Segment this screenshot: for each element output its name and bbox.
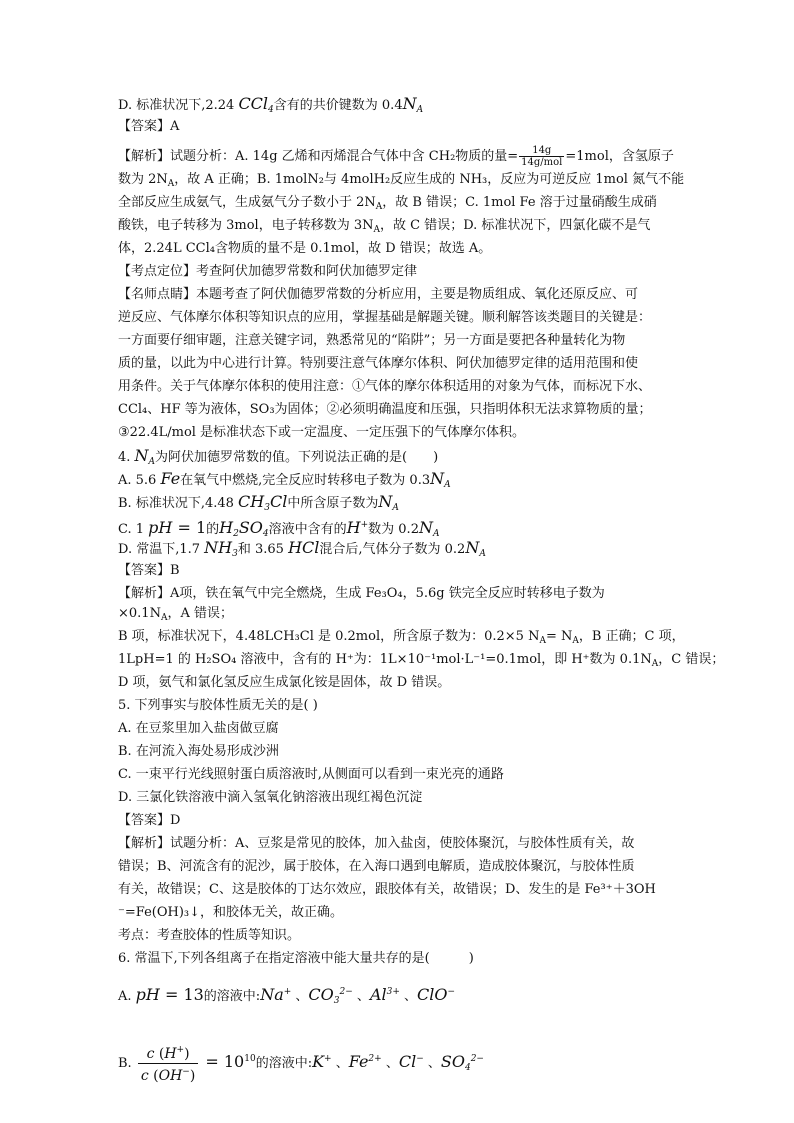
question-5: 5. 下列事实与胶体性质无关的是( ) [118, 698, 318, 713]
analysis-line-2: 数为 $2N_A$，故 A 正确；B. 1molN₂与 4molH₂反应生成的 NH₃，反应为可逆反应 1mol 氮气不能 [118, 172, 685, 189]
text: 含有的共价键数为 0.4 [273, 98, 403, 113]
answer-4: 【答案】B [118, 563, 180, 578]
explain-5-line-1: 【解析】试题分析：A、豆浆是常见的胶体，加入盐卤，使胶体聚沉，与胶体性质有关，故 [118, 836, 635, 851]
explain-5-line-4: ⁻=Fe(OH)₃↓，和胶体无关，故正确。 [118, 905, 343, 920]
mingshi-line-2: 逆反应、气体摩尔体积等知识点的应用，掌握基础是解题关键。顺利解答该类题目的关键是： [118, 310, 652, 325]
mingshi-line-7: ③22.4L/mol 是标准状态下或一定温度、一定压强下的气体摩尔体积。 [118, 425, 526, 440]
question-5-option-a: A. 在豆浆里加入盐卤做豆腐 [118, 721, 279, 736]
explain-5-line-2: 错误；B、河流含有的泥沙，属于胶体，在入海口遇到电解质，造成胶体聚沉，与胶体性质 [118, 859, 635, 874]
explain-4-line-3: B 项，标准状况下，4.48LCH₃Cl 是 0.2mol，所含原子数为：0.2×5 $N_A= N_A$，B 正确；C 项， [118, 629, 685, 646]
mingshi-line-3: 一方面要仔细审题，注意关键字词，熟悉常见的“陷阱”；另一方面是要把各种量转化为物 [118, 333, 626, 348]
analysis-line-3: 全部反应生成氨气，生成氨气分子数小于 $2N_A$，故 B 错误；C. 1mol Fe 溶于过量硝酸生成硝 [118, 195, 657, 212]
kaodian-line: 【考点定位】考查阿伏加德罗常数和阿伏加德罗定律 [118, 264, 418, 279]
explain-4-line-4: 1LpH=1 的 H₂SO₄ 溶液中，含有的 H⁺为：1L×10⁻¹mol·L⁻¹=0.1mol，即 H⁺数为 $0.1N_A$，C 错误； [118, 652, 725, 669]
mingshi-line-4: 质的量，以此为中心进行计算。特别要注意气体摩尔体积、阿伏加德罗定律的适用范围和使 [118, 356, 639, 371]
question-5-option-c: C. 一束平行光线照射蛋白质溶液时,从侧面可以看到一束光亮的通路 [118, 767, 504, 782]
mingshi-line-6: CCl₄、HF 等为液体，SO₃为固体；②必须明确温度和压强，只指明体积无法求算物质的量； [118, 402, 652, 417]
question-5-option-b: B. 在河流入海处易形成沙洲 [118, 744, 279, 759]
analysis-line-1: 【解析】试题分析：A. 14g 乙烯和丙烯混合气体中含 CH₂物质的量= $\frac{14g}{\text{14g/mol}}$ =1mol，含氢原子 [118, 145, 674, 168]
question-6: 6. 常温下,下列各组离子在指定溶液中能大量共存的是( ) [118, 951, 474, 966]
fraction-h-oh: $\frac{c (H^+)}{c (OH^-)}$ [138, 1042, 198, 1085]
question-4-option-b: B. 标准状况下,4.48 $CH_3Cl$中所含原子数为$N_A$ [118, 492, 399, 513]
question-4-option-a: A. 5.6 Fe在氧气中燃烧,完全反应时转移电子数为 $0.3N_A$ [118, 469, 451, 490]
fraction-14g: $\frac{14g}{\text{14g/mol}}$ [521, 145, 563, 168]
answer-line: 【答案】A [118, 119, 180, 134]
explain-4-line-5: D 项，氨气和氯化氢反应生成氯化铵是固体，故 D 错误。 [118, 675, 451, 690]
text: D. 标准状况下,2.24 [118, 98, 239, 113]
explain-4-line-2: $\times 0.1N_A$，A 错误； [118, 606, 233, 623]
answer-5: 【答案】D [118, 813, 181, 828]
question-4: 4. $N_A$为阿伏加德罗常数的值。下列说法正确的是( ) [118, 446, 439, 467]
explain-5-line-5: 考点：考查胶体的性质等知识。 [118, 928, 301, 943]
formula-ccl4: CCl$_4$ [238, 94, 274, 115]
question-6-option-a: A. pH = 13的溶液中:Na+ 、$CO_3^{2-}$ 、$Al^{3+}$ 、ClO− [118, 985, 456, 1006]
formula-na: $N_A$ [402, 94, 424, 115]
question-4-option-d: D. 常温下,1.7 $NH_3$和 3.65 HCl混合后,气体分子数为 $0.2N_A$ [118, 538, 486, 559]
mingshi-line-1: 【名师点睛】本题考查了阿伏伽德罗常数的分析应用，主要是物质组成、氧化还原反应、可 [118, 287, 639, 302]
explain-5-line-3: 有关，故错误；C、这是胶体的丁达尔效应，跟胶体有关，故错误；D、发生的是 Fe³⁺＋3OH [118, 882, 656, 897]
question-4-option-c: C. 1 pH = 1的$H_2SO_4$溶液中含有的H+数为 $0.2N_A$ [118, 518, 440, 539]
analysis-line-4: 酸铁，电子转移为 3mol，电子转移数为 $3N_A$，故 C 错误；D. 标准状况下，四氯化碳不是气 [118, 218, 651, 235]
question-5-option-d: D. 三氯化铁溶液中滴入氢氧化钠溶液出现红褐色沉淀 [118, 790, 423, 805]
explain-4-line-1: 【解析】A项，铁在氧气中完全燃烧，生成 Fe₃O₄，5.6g 铁完全反应时转移电子数为 [118, 586, 605, 601]
mingshi-line-5: 用条件。关于气体摩尔体积的使用注意：①气体的摩尔体积适用的对象为气体，而标况下水、 [118, 379, 652, 394]
question-6-option-b: B. $\frac{c (H^+)}{c (OH^-)}$ = $10^{10}$的溶液中:K+ 、$Fe^{2+}$ 、Cl− 、$SO_4^{2-}$ [118, 1042, 484, 1085]
analysis-line-5: 体，2.24L CCl₄含物质的量不是 0.1mol，故 D 错误；故选 A。 [118, 241, 492, 256]
